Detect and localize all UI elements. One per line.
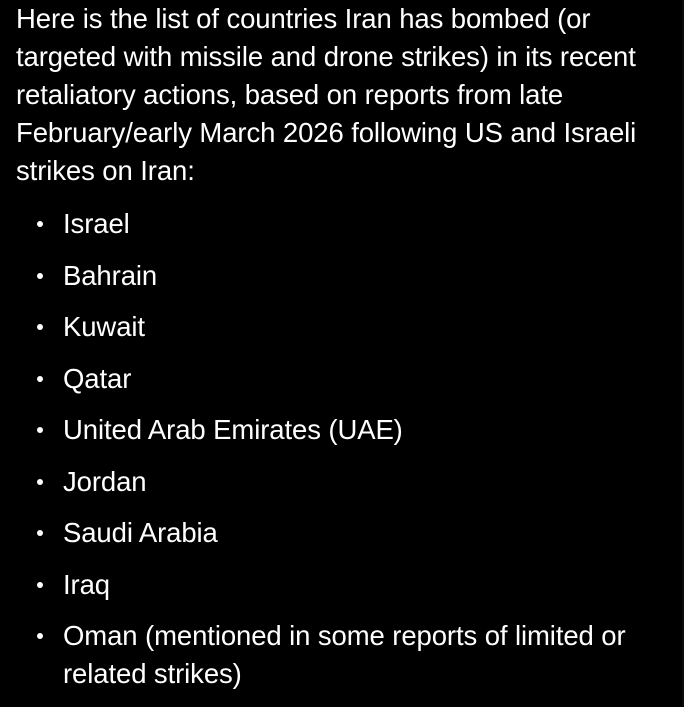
list-item <box>16 463 676 501</box>
country-list <box>16 205 676 707</box>
bullet-icon <box>37 582 43 588</box>
bullet-icon <box>37 376 43 382</box>
bullet-icon <box>37 427 43 433</box>
list-item <box>16 257 676 295</box>
list-item <box>16 617 676 693</box>
bullet-icon <box>37 633 43 639</box>
list-item <box>16 360 676 398</box>
bullet-icon <box>37 479 43 485</box>
list-item <box>16 205 676 243</box>
country-label: United Arab Emirates (UAE) <box>63 414 403 445</box>
assistant-message <box>16 0 676 689</box>
country-label: Bahrain <box>63 259 158 291</box>
bullet-icon <box>37 324 43 330</box>
list-item <box>16 514 676 552</box>
country-label: Saudi Arabia <box>63 517 218 548</box>
bullet-icon <box>37 530 43 536</box>
response-intro: Here is the list of countries Iran has bombed (or targeted with missile and drone strikes) in its recent retaliatory actions, based on reports from late February/early March 2026 following US and Israeli strikes on Iran: <box>16 3 637 186</box>
list-item <box>16 566 676 604</box>
list-item <box>16 308 676 346</box>
list-item <box>16 411 676 449</box>
country-label: Jordan <box>63 465 147 497</box>
country-label: Qatar <box>63 362 132 394</box>
country-label: Oman (mentioned in some reports of limited or related strikes) <box>63 620 626 689</box>
bullet-icon <box>37 273 43 279</box>
bullet-icon <box>37 221 43 227</box>
country-label: Kuwait <box>63 311 145 342</box>
country-label: Israel <box>63 208 130 239</box>
country-label: Iraq <box>63 568 110 600</box>
